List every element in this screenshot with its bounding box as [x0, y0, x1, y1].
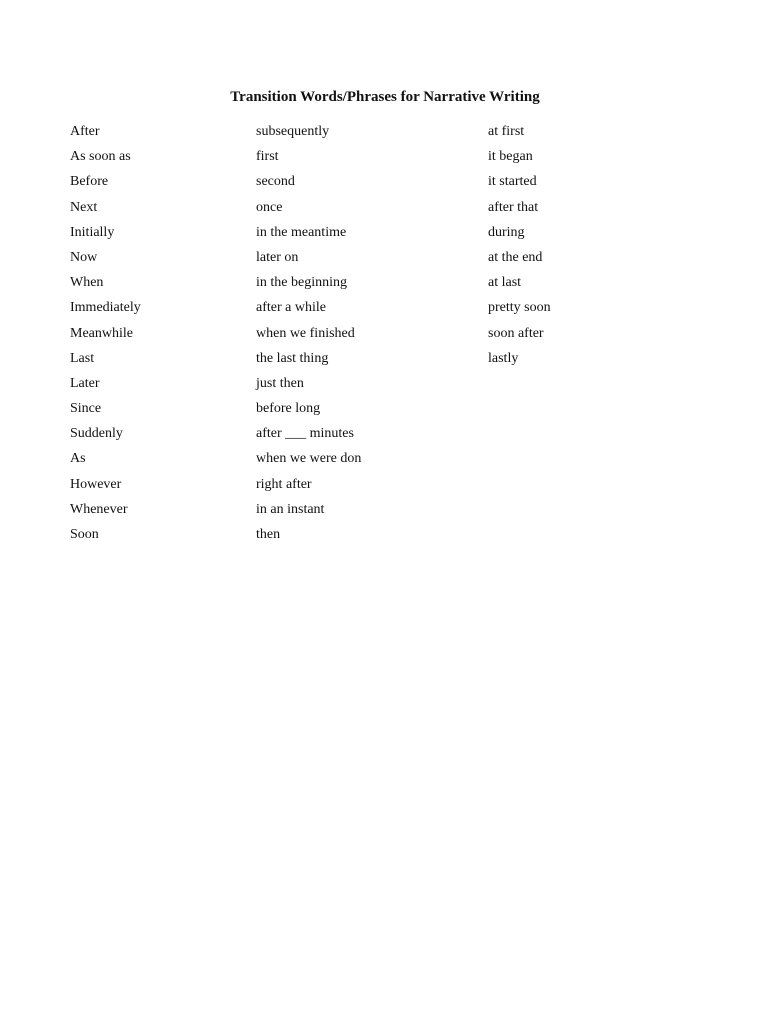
word-list-item: in the beginning	[256, 275, 347, 291]
word-list-item: As	[70, 451, 86, 467]
word-column-3	[488, 119, 551, 371]
word-list-item: Suddenly	[70, 426, 123, 442]
word-list-item: in the meantime	[256, 224, 347, 240]
word-list-item: subsequently	[256, 124, 330, 139]
word-list-item: during	[488, 224, 525, 240]
word-list-item: before long	[256, 401, 321, 417]
word-list-item: After	[70, 124, 100, 139]
word-column-2	[256, 119, 361, 547]
word-list-item: just then	[256, 375, 304, 391]
word-list-item: soon after	[488, 325, 544, 341]
word-list-item: at the end	[488, 249, 543, 265]
word-list-item: However	[70, 476, 122, 492]
word-list-item: once	[256, 199, 283, 215]
word-list-item: after ___ minutes	[256, 426, 354, 442]
word-list-item: Before	[70, 174, 109, 190]
word-list-item: in an instant	[256, 501, 325, 517]
word-list-item: Last	[70, 350, 95, 366]
word-list-item: then	[256, 527, 281, 542]
word-list-item: after that	[488, 199, 539, 215]
word-list-item: first	[256, 149, 279, 165]
word-list-item: the last thing	[256, 350, 329, 366]
word-list-item: it began	[488, 149, 533, 165]
word-list-item: second	[256, 174, 295, 190]
word-list-item: when we finished	[256, 325, 355, 341]
word-list-item: after a while	[256, 300, 326, 316]
word-list-item: Now	[70, 249, 98, 265]
word-list-item: Since	[70, 401, 102, 417]
word-list-item: When	[70, 275, 104, 291]
word-list-item: As soon as	[70, 149, 131, 165]
word-list-item: Later	[70, 375, 100, 391]
word-list-item: Soon	[70, 527, 99, 542]
word-list-item: it started	[488, 174, 537, 190]
word-list-item: Whenever	[70, 501, 128, 517]
word-column-1	[70, 119, 141, 547]
word-list-item: Next	[70, 199, 98, 215]
word-list-item: right after	[256, 476, 312, 492]
word-list-item: Initially	[70, 224, 115, 240]
page-title: Transition Words/Phrases for Narrative Writing	[230, 89, 540, 105]
word-list-item: pretty soon	[488, 300, 551, 316]
word-list-item: when we were don	[256, 451, 362, 467]
word-list-item: lastly	[488, 350, 519, 366]
word-list-item: Meanwhile	[70, 325, 133, 341]
word-list-item: at first	[488, 124, 525, 139]
word-list-item: at last	[488, 275, 522, 291]
word-list-item: Immediately	[70, 300, 141, 316]
word-list-item: later on	[256, 249, 299, 265]
